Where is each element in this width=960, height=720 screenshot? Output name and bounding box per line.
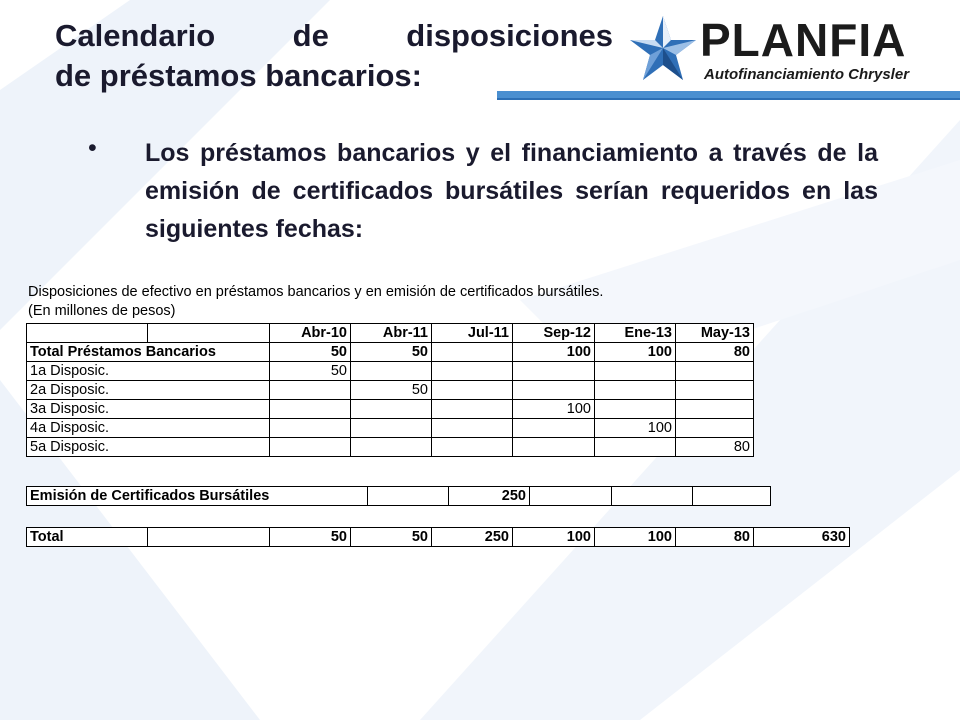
column-header: Abr-10 [270, 324, 351, 343]
table-cell [148, 528, 270, 547]
column-header: Abr-11 [351, 324, 432, 343]
table-cell [270, 381, 351, 400]
table-cell: 50 [270, 528, 351, 547]
table-cell [368, 487, 449, 506]
table-caption-units: (En millones de pesos) [28, 303, 176, 319]
row-label: 3a Disposic. [27, 400, 270, 419]
slide-title [55, 16, 613, 96]
table-cell: 50 [270, 362, 351, 381]
table-cell [612, 487, 693, 506]
table-cell [270, 438, 351, 457]
table-cell: 50 [270, 343, 351, 362]
planfia-logo [630, 14, 950, 84]
row-label: 5a Disposic. [27, 438, 270, 457]
table-cell: 250 [432, 528, 513, 547]
table-cell [595, 400, 676, 419]
table-cell [513, 362, 595, 381]
table-row [27, 381, 754, 400]
bullet-marker: • [88, 134, 97, 162]
table-cell [513, 381, 595, 400]
table-cell [432, 419, 513, 438]
logo-brand: PLANFIA [700, 14, 907, 66]
table-cell [432, 381, 513, 400]
table-cell: 80 [676, 343, 754, 362]
table-cell [351, 400, 432, 419]
table-row-certificates [27, 487, 771, 506]
table-cell: 250 [449, 487, 530, 506]
table-cell [676, 381, 754, 400]
row-label: 2a Disposic. [27, 381, 270, 400]
table-cell: 50 [351, 381, 432, 400]
header-cell [27, 324, 148, 343]
logo-tagline: Autofinanciamiento Chrysler [704, 66, 910, 83]
column-header: May-13 [676, 324, 754, 343]
table-cell [432, 438, 513, 457]
table-cell [351, 362, 432, 381]
table-caption-title: Disposiciones de efectivo en préstamos bancarios y en emisión de certificados bursátiles. [28, 284, 604, 300]
column-header: Jul-11 [432, 324, 513, 343]
certificates-table [26, 486, 771, 506]
table-cell [676, 419, 754, 438]
slide-title-line2: de préstamos bancarios: [55, 58, 422, 93]
pentastar-icon [630, 14, 696, 84]
table-cell: 50 [351, 343, 432, 362]
table-cell [432, 343, 513, 362]
table-cell: 100 [595, 528, 676, 547]
column-header: Sep-12 [513, 324, 595, 343]
table-cell [530, 487, 612, 506]
slide-title-line1: Calendario de disposiciones [55, 18, 613, 53]
table-row-total [27, 528, 850, 547]
table-cell [676, 400, 754, 419]
table-cell: 50 [351, 528, 432, 547]
table-row-loans-total [27, 343, 754, 362]
row-label: Total [27, 528, 148, 547]
table-header-row [27, 324, 754, 343]
table-cell [513, 419, 595, 438]
table-cell [676, 362, 754, 381]
table-cell [270, 419, 351, 438]
table-row [27, 362, 754, 381]
row-label: Emisión de Certificados Bursátiles [27, 487, 368, 506]
table-cell [595, 438, 676, 457]
loans-table [26, 323, 754, 457]
table-cell [693, 487, 771, 506]
table-row [27, 438, 754, 457]
title-underline [497, 91, 960, 100]
table-cell [595, 381, 676, 400]
table-cell: 100 [513, 528, 595, 547]
table-cell: 80 [676, 528, 754, 547]
table-cell: 100 [513, 400, 595, 419]
table-cell: 100 [595, 343, 676, 362]
table-cell [432, 362, 513, 381]
table-cell: 100 [513, 343, 595, 362]
table-cell [595, 362, 676, 381]
column-header: Ene-13 [595, 324, 676, 343]
grand-total-cell: 630 [754, 528, 850, 547]
row-label: Total Préstamos Bancarios [27, 343, 270, 362]
table-cell [513, 438, 595, 457]
table-row [27, 419, 754, 438]
table-cell [351, 419, 432, 438]
table-cell: 80 [676, 438, 754, 457]
table-cell [270, 400, 351, 419]
header-cell [148, 324, 270, 343]
bullet-text: Los préstamos bancarios y el financiamiento a través de la emisión de certificados bursátiles serían requeridos en las siguientes fechas: [145, 139, 878, 243]
table-cell [432, 400, 513, 419]
row-label: 1a Disposic. [27, 362, 270, 381]
table-cell [351, 438, 432, 457]
table-cell: 100 [595, 419, 676, 438]
total-table [26, 527, 850, 547]
table-caption [28, 283, 603, 321]
table-row [27, 400, 754, 419]
row-label: 4a Disposic. [27, 419, 270, 438]
